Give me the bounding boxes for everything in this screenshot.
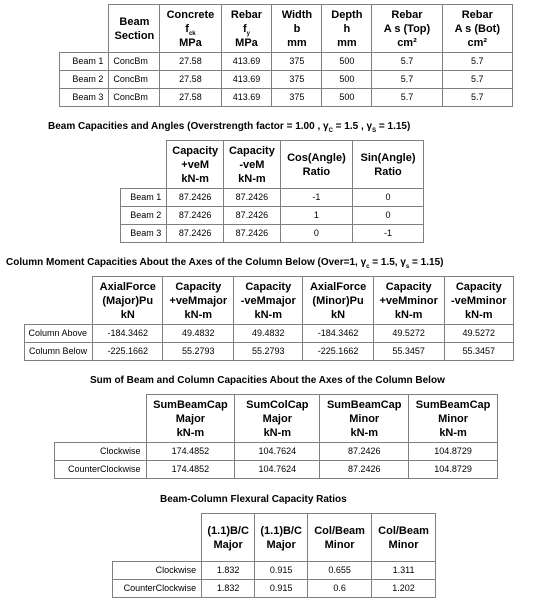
table-header-row	[113, 514, 436, 562]
header-rebar-fy: Rebar $f_y$ MPa	[221, 5, 272, 53]
header-sum-col-major: SumColCap Major kN-m	[235, 395, 320, 443]
row-label: Column Below	[25, 343, 93, 361]
table-row: Column Above -184.3462 49.4832 49.4832 -184.3462 49.5272 49.5272	[25, 325, 514, 343]
header-rebar-as-bot: Rebar A s (Bot) cm²	[442, 5, 512, 53]
header-blank-cell	[113, 514, 202, 562]
header-col-beam-minor-2: Col/Beam Minor	[372, 514, 436, 562]
sum-capacities-table	[54, 394, 498, 479]
header-blank-cell	[121, 141, 167, 189]
header-sin-angle: Sin(Angle) Ratio	[353, 141, 424, 189]
header-bc-major-1: (1.1)B/C Major	[202, 514, 255, 562]
row-label: CounterClockwise	[55, 461, 147, 479]
header-width-b: Width b mm	[272, 5, 322, 53]
table-row: Beam 1 ConcBm 27.58 413.69 375 500 5.7 5.7	[60, 53, 513, 71]
section-title-sum-capacities: Sum of Beam and Column Capacities About the Axes of the Column Below	[90, 375, 445, 386]
table-row: Column Below -225.1662 55.2793 55.2793 -225.1662 55.3457 55.3457	[25, 343, 514, 361]
table-header-row	[60, 5, 513, 53]
row-label: Beam 1	[121, 189, 167, 207]
header-capacity-neg-minor: Capacity -veMminor kN-m	[444, 277, 513, 325]
header-cos-angle: Cos(Angle) Ratio	[280, 141, 352, 189]
header-col-beam-minor-1: Col/Beam Minor	[308, 514, 372, 562]
header-axial-major: AxialForce (Major)Pu kN	[93, 277, 163, 325]
table-row: CounterClockwise 174.4852 104.7624 87.2426 104.8729	[55, 461, 498, 479]
header-beam-section: Beam Section	[109, 5, 160, 53]
header-capacity-pos-major: Capacity +veMmajor kN-m	[163, 277, 234, 325]
section-title-flexural-ratios: Beam-Column Flexural Capacity Ratios	[160, 494, 347, 505]
flexural-ratios-table	[112, 513, 436, 598]
header-axial-minor: AxialForce (Minor)Pu kN	[303, 277, 373, 325]
beam-capacities-table	[120, 140, 424, 243]
table-row: Clockwise 1.832 0.915 0.655 1.311	[113, 562, 436, 580]
header-blank-cell	[25, 277, 93, 325]
table-row: Beam 3 87.2426 87.2426 0 -1	[121, 225, 424, 243]
header-capacity-neg-m: Capacity -veM kN-m	[224, 141, 281, 189]
row-label: Beam 2	[121, 207, 167, 225]
table-row: CounterClockwise 1.832 0.915 0.6 1.202	[113, 580, 436, 598]
header-blank-cell	[60, 5, 109, 53]
header-capacity-pos-m: Capacity +veM kN-m	[167, 141, 224, 189]
table-header-row	[55, 395, 498, 443]
table-row: Beam 1 87.2426 87.2426 -1 0	[121, 189, 424, 207]
header-depth-h: Depth h mm	[322, 5, 372, 53]
table-header-row	[25, 277, 514, 325]
row-label: Beam 3	[121, 225, 167, 243]
row-label: Beam 1	[60, 53, 109, 71]
row-label: Beam 2	[60, 71, 109, 89]
section-title-column-capacities: Column Moment Capacities About the Axes of the Column Below (Over=1, $\gamma_c = 1.5$, $\gamma_s = 1.15$)	[6, 257, 444, 270]
table-header-row	[121, 141, 424, 189]
fy-symbol: $f_y$	[242, 22, 250, 37]
row-label: Beam 3	[60, 89, 109, 107]
header-sum-beam-minor-2: SumBeamCap Minor kN-m	[409, 395, 498, 443]
row-label: Clockwise	[113, 562, 202, 580]
header-concrete-fck: Concrete $f_{ck}$ MPa	[160, 5, 221, 53]
table-row: Clockwise 174.4852 104.7624 87.2426 104.8729	[55, 443, 498, 461]
table-row: Beam 3 ConcBm 27.58 413.69 375 500 5.7 5.7	[60, 89, 513, 107]
header-blank-cell	[55, 395, 147, 443]
fck-symbol: $f_{ck}$	[185, 22, 196, 37]
row-label: Column Above	[25, 325, 93, 343]
beam-properties-table	[59, 4, 513, 107]
header-bc-major-2: (1.1)B/C Major	[255, 514, 308, 562]
header-sum-beam-minor: SumBeamCap Minor kN-m	[320, 395, 409, 443]
row-label: Clockwise	[55, 443, 147, 461]
header-capacity-neg-major: Capacity -veMmajor kN-m	[234, 277, 303, 325]
table-row: Beam 2 87.2426 87.2426 1 0	[121, 207, 424, 225]
header-capacity-pos-minor: Capacity +veMminor kN-m	[373, 277, 444, 325]
header-rebar-as-top: Rebar A s (Top) cm²	[372, 5, 442, 53]
table-row: Beam 2 ConcBm 27.58 413.69 375 500 5.7 5.7	[60, 71, 513, 89]
section-title-beam-capacities: Beam Capacities and Angles (Overstrength factor = 1.00 , $\gamma_C = 1.5$ , $\gamma_S = 1.15$)	[48, 121, 411, 134]
column-capacities-table	[24, 276, 514, 361]
row-label: CounterClockwise	[113, 580, 202, 598]
header-sum-beam-major: SumBeamCap Major kN-m	[146, 395, 235, 443]
